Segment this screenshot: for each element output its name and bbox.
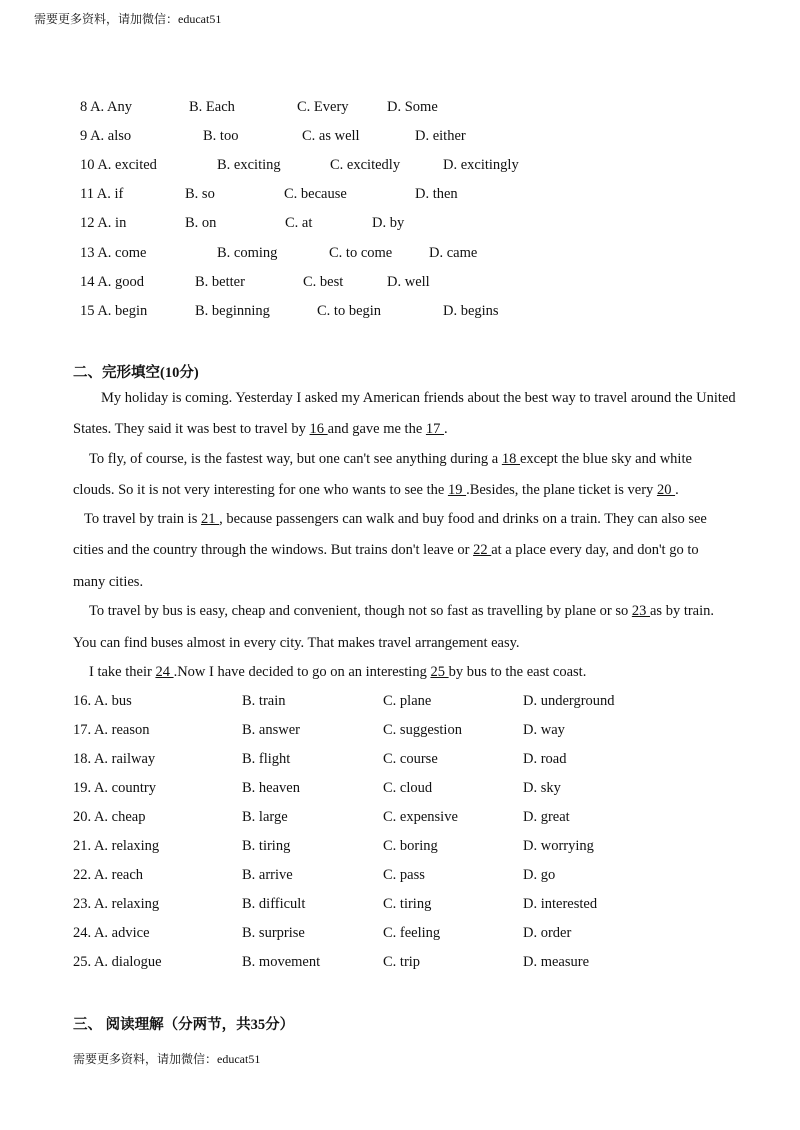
option-d: D. Some [387,99,438,115]
option-c: C. expensive [383,809,458,825]
passage-line: cities and the country through the windows. But trains don't leave or 22 at a place every day, and don't go to [73,542,699,558]
passage-line: My holiday is coming. Yesterday I asked my American friends about the best way to travel around the United [101,390,736,406]
blank-25: 25 [430,664,449,680]
option-a: 19. A. country [73,780,156,796]
option-c: C. trip [383,954,421,970]
passage-line: I take their 24 .Now I have decided to go on an interesting 25 by bus to the east coast. [89,664,587,680]
option-c: C. to come [329,245,393,261]
section2-title: 二、完形填空(10分) [73,365,199,381]
passage-line: To travel by train is 21 , because passengers can walk and buy food and drinks on a train. They can also see [84,511,707,527]
blank-16: 16 [309,421,328,437]
option-d: D. order [523,925,572,941]
passage-line: many cities. [73,574,144,590]
option-b: B. train [242,693,286,709]
passage-line: To fly, of course, is the fastest way, but one can't see anything during a 18 except the blue sky and white [89,451,692,467]
option-a: 17. A. reason [73,722,150,738]
question-row: 13 A. come [80,245,147,261]
option-d: D. excitingly [443,157,519,173]
option-c: C. at [285,215,313,231]
option-c: C. course [383,751,438,767]
option-d: D. well [387,274,430,290]
option-c: C. plane [383,693,432,709]
footer-note: 需要更多资料，请加微信：educat51 [73,1052,261,1066]
option-a: 25. A. dialogue [73,954,162,970]
option-d: D. go [523,867,556,883]
option-b: B. coming [217,245,278,261]
option-b: B. answer [242,722,300,738]
section3-title: 三、 阅读理解（分两节，共35分） [73,1017,295,1033]
option-a: 23. A. relaxing [73,896,160,912]
option-d: D. worrying [523,838,594,854]
option-a: 21. A. relaxing [73,838,160,854]
option-b: B. too [203,128,239,144]
option-d: D. measure [523,954,590,970]
header-note: 需要更多资料，请加微信：educat51 [34,12,222,26]
option-c: C. tiring [383,896,432,912]
option-c: C. suggestion [383,722,462,738]
blank-23: 23 [631,603,650,619]
blank-18: 18 [501,451,520,467]
option-b: B. surprise [242,925,305,941]
blank-19: 19 [447,482,467,498]
option-c: C. cloud [383,780,433,796]
option-b: B. beginning [195,303,270,319]
question-row: 14 A. good [80,274,145,290]
option-d: D. road [523,751,567,767]
option-a: 24. A. advice [73,925,150,941]
option-d: D. underground [523,693,615,709]
option-c: C. Every [297,99,349,115]
question-row: 10 A. excited [80,157,157,173]
passage-line: To travel by bus is easy, cheap and convenient, though not so fast as travelling by plane or so 23 as by train. [89,603,715,619]
option-c: C. boring [383,838,438,854]
option-b: B. arrive [242,867,293,883]
option-a: 18. A. railway [73,751,156,767]
blank-17: 17 [425,421,445,437]
option-b: B. tiring [242,838,291,854]
option-b: B. movement [242,954,321,970]
question-row: 11 A. if [80,186,124,202]
option-a: 22. A. reach [73,867,144,883]
blank-21: 21 [200,511,220,527]
option-d: D. way [523,722,565,738]
option-b: B. on [185,215,217,231]
option-c: C. as well [302,128,360,144]
blank-22: 22 [473,542,492,558]
passage-line: You can find buses almost in every city. That makes travel arrangement easy. [73,635,520,651]
option-c: C. best [303,274,344,290]
option-a: 16. A. bus [73,693,132,709]
option-c: C. feeling [383,925,441,941]
option-b: B. better [195,274,245,290]
option-b: B. flight [242,751,291,767]
option-b: B. so [185,186,215,202]
option-d: D. by [372,215,405,231]
option-d: D. then [415,186,458,202]
option-d: D. either [415,128,466,144]
option-c: C. excitedly [330,157,401,173]
passage-line: States. They said it was best to travel by 16 and gave me the 17 . [73,421,448,437]
passage-line: clouds. So it is not very interesting for one who wants to see the 19 .Besides, the plane ticket is very 20 . [73,482,679,498]
option-d: D. begins [443,303,499,319]
option-b: B. heaven [242,780,300,796]
option-b: B. large [242,809,288,825]
option-d: D. great [523,809,570,825]
option-a: 20. A. cheap [73,809,146,825]
option-b: B. difficult [242,896,306,912]
blank-24: 24 [155,664,174,680]
blank-20: 20 [656,482,676,498]
option-d: D. sky [523,780,561,796]
question-row: 12 A. in [80,215,127,231]
option-b: B. Each [189,99,235,115]
question-row: 8 A. Any [80,99,132,115]
question-row: 9 A. also [80,128,132,144]
option-d: D. interested [523,896,598,912]
option-b: B. exciting [217,157,281,173]
option-c: C. pass [383,867,425,883]
question-row: 15 A. begin [80,303,148,319]
option-c: C. because [284,186,347,202]
option-d: D. came [429,245,478,261]
option-c: C. to begin [317,303,382,319]
